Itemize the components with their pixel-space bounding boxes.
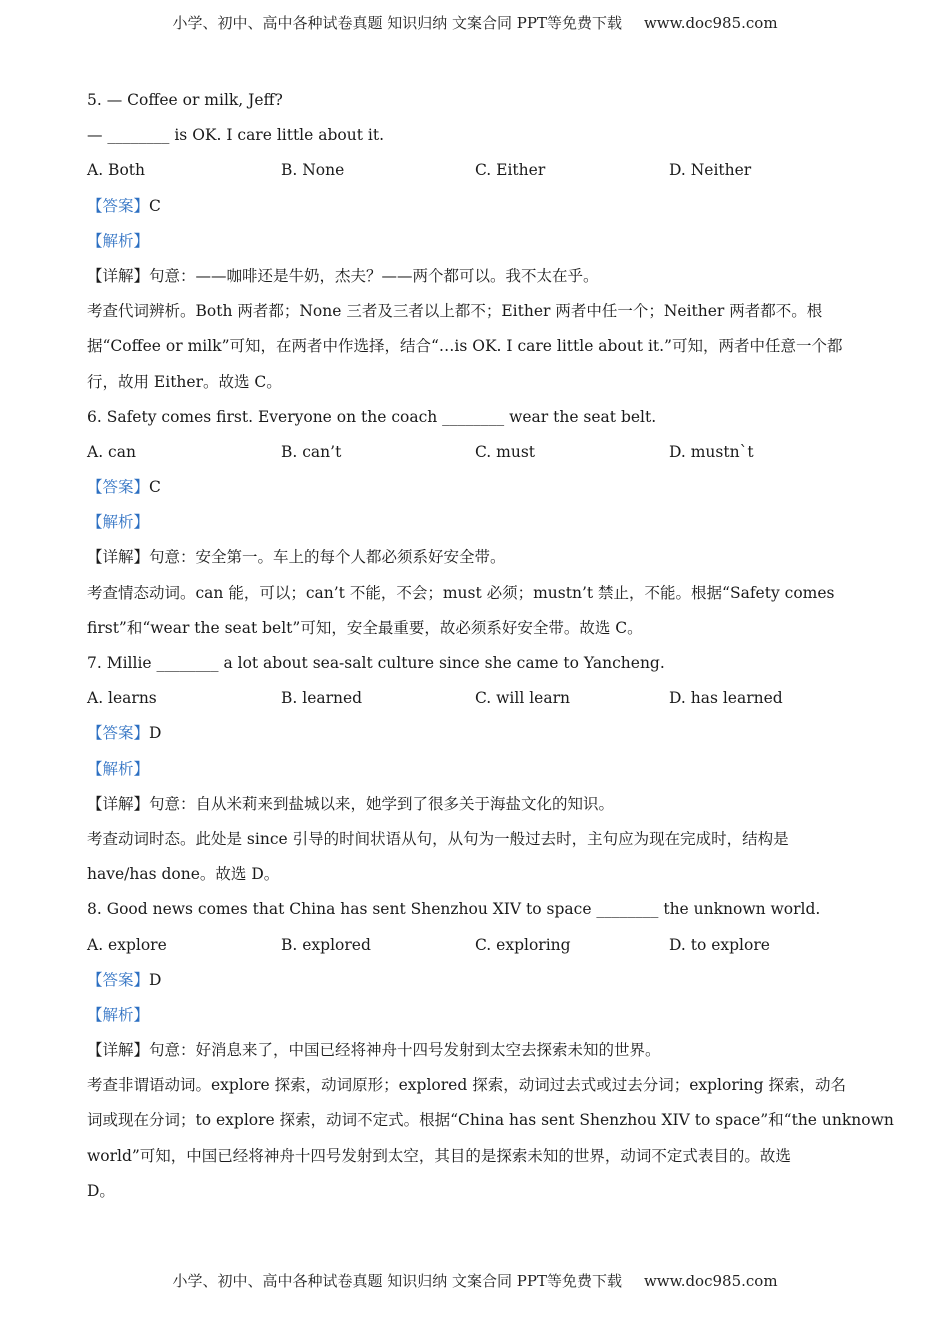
question-stem: 5. — Coffee or milk, Jeff? bbox=[87, 91, 283, 109]
explain-line: 考查代词辨析。Both 两者都；None 三者及三者以上都不；Either 两者中任一个；Neither 两者都不。根 bbox=[87, 302, 823, 321]
option-c: C. must bbox=[475, 442, 536, 461]
option-a: A. explore bbox=[87, 935, 167, 954]
detail-line bbox=[87, 792, 877, 827]
detail-line bbox=[87, 264, 877, 299]
analysis-line bbox=[87, 757, 877, 792]
analysis-line bbox=[87, 510, 877, 545]
footer-text: 小学、初中、高中各种试卷真题 知识归纳 文案合同 PPT等免费下载 bbox=[172, 1272, 622, 1290]
detail-line bbox=[87, 1038, 877, 1073]
answer-value: D bbox=[149, 724, 162, 743]
answer-tag: 【答案】 bbox=[87, 478, 150, 497]
option-c: C. Either bbox=[475, 161, 546, 180]
detail-text: 句意：自从米莉来到盐城以来，她学到了很多关于海盐文化的知识。 bbox=[149, 794, 615, 813]
option-b: B. learned bbox=[281, 689, 363, 708]
analysis-tag: 【解析】 bbox=[87, 759, 150, 778]
option-c: C. exploring bbox=[475, 935, 571, 954]
detail-tag: 【详解】 bbox=[87, 548, 150, 567]
explain-line: D。 bbox=[87, 1181, 115, 1200]
answer-value: C bbox=[149, 478, 161, 497]
analysis-line bbox=[87, 1003, 877, 1038]
detail-text: 句意：——咖啡还是牛奶，杰夫？——两个都可以。我不太在乎。 bbox=[149, 266, 599, 285]
detail-tag: 【详解】 bbox=[87, 1041, 150, 1060]
explain-line: 考查非谓语动词。explore 探索，动词原形；explored 探索，动词过去式或过去分词；exploring 探索，动名 bbox=[87, 1076, 847, 1095]
detail-tag: 【详解】 bbox=[87, 266, 150, 285]
option-c: C. will learn bbox=[475, 689, 570, 708]
header-text: 小学、初中、高中各种试卷真题 知识归纳 文案合同 PPT等免费下载 bbox=[172, 14, 622, 32]
option-d: D. has learned bbox=[669, 689, 783, 708]
answer-line bbox=[87, 968, 877, 1003]
answer-tag: 【答案】 bbox=[87, 970, 150, 989]
option-d: D. mustn`t bbox=[669, 442, 754, 461]
detail-text: 句意：安全第一。车上的每个人都必须系好安全带。 bbox=[149, 548, 506, 567]
explain-line: 行，故用 Either。故选 C。 bbox=[87, 372, 282, 391]
options-row bbox=[87, 440, 877, 475]
detail-tag: 【详解】 bbox=[87, 794, 150, 813]
analysis-tag: 【解析】 bbox=[87, 513, 150, 532]
analysis-tag: 【解析】 bbox=[87, 231, 150, 250]
answer-line bbox=[87, 194, 877, 229]
explain-line: 考查情态动词。can 能，可以；can’t 不能，不会；must 必须；mustn’t 禁止，不能。根据“Safety comes bbox=[87, 583, 835, 602]
option-b: B. explored bbox=[281, 935, 371, 954]
question-stem: 8. Good news comes that China has sent Shenzhou XIV to space ________ the unknown world. bbox=[87, 900, 821, 919]
question-stem: 6. Safety comes first. Everyone on the coach ________ wear the seat belt. bbox=[87, 407, 657, 426]
option-b: B. can’t bbox=[281, 442, 342, 461]
answer-value: D bbox=[149, 970, 162, 989]
question-stem-reply: — ________ is OK. I care little about it. bbox=[87, 126, 384, 145]
page-header bbox=[0, 12, 950, 33]
question-content bbox=[87, 88, 894, 1214]
option-d: D. to explore bbox=[669, 935, 770, 954]
explain-line: first”和“wear the seat belt”可知，安全最重要，故必须系好安全带。故选 C。 bbox=[87, 618, 643, 637]
options-row bbox=[87, 158, 877, 193]
answer-tag: 【答案】 bbox=[87, 724, 150, 743]
option-a: A. learns bbox=[87, 689, 157, 708]
explain-line: 考查动词时态。此处是 since 引导的时间状语从句，从句为一般过去时，主句应为现在完成时，结构是 bbox=[87, 829, 789, 848]
explain-line: world”可知，中国已经将神舟十四号发射到太空，其目的是探索未知的世界，动词不定式表目的。故选 bbox=[87, 1146, 791, 1165]
answer-value: C bbox=[149, 196, 161, 215]
options-row bbox=[87, 686, 877, 721]
answer-line bbox=[87, 475, 877, 510]
detail-text: 句意：好消息来了，中国已经将神舟十四号发射到太空去探索未知的世界。 bbox=[149, 1041, 661, 1060]
option-a: A. can bbox=[87, 442, 136, 461]
detail-line bbox=[87, 545, 877, 580]
options-row bbox=[87, 933, 877, 968]
answer-line bbox=[87, 721, 877, 756]
page-footer bbox=[0, 1270, 950, 1291]
question-stem: 7. Millie ________ a lot about sea-salt culture since she came to Yancheng. bbox=[87, 654, 665, 672]
explain-line: have/has done。故选 D。 bbox=[87, 865, 280, 884]
analysis-line bbox=[87, 229, 877, 264]
explain-line: 词或现在分词；to explore 探索，动词不定式。根据“China has sent Shenzhou XIV to space”和“the unknown bbox=[87, 1111, 894, 1130]
explain-line: 据“Coffee or milk”可知，在两者中作选择，结合“…is OK. I care little about it.”可知，两者中任意一个都 bbox=[87, 337, 843, 356]
header-site: www.doc985.com bbox=[643, 14, 778, 32]
analysis-tag: 【解析】 bbox=[87, 1005, 150, 1024]
answer-tag: 【答案】 bbox=[87, 196, 150, 215]
option-b: B. None bbox=[281, 161, 345, 180]
option-d: D. Neither bbox=[669, 161, 752, 180]
footer-site: www.doc985.com bbox=[643, 1272, 778, 1290]
option-a: A. Both bbox=[87, 161, 145, 180]
